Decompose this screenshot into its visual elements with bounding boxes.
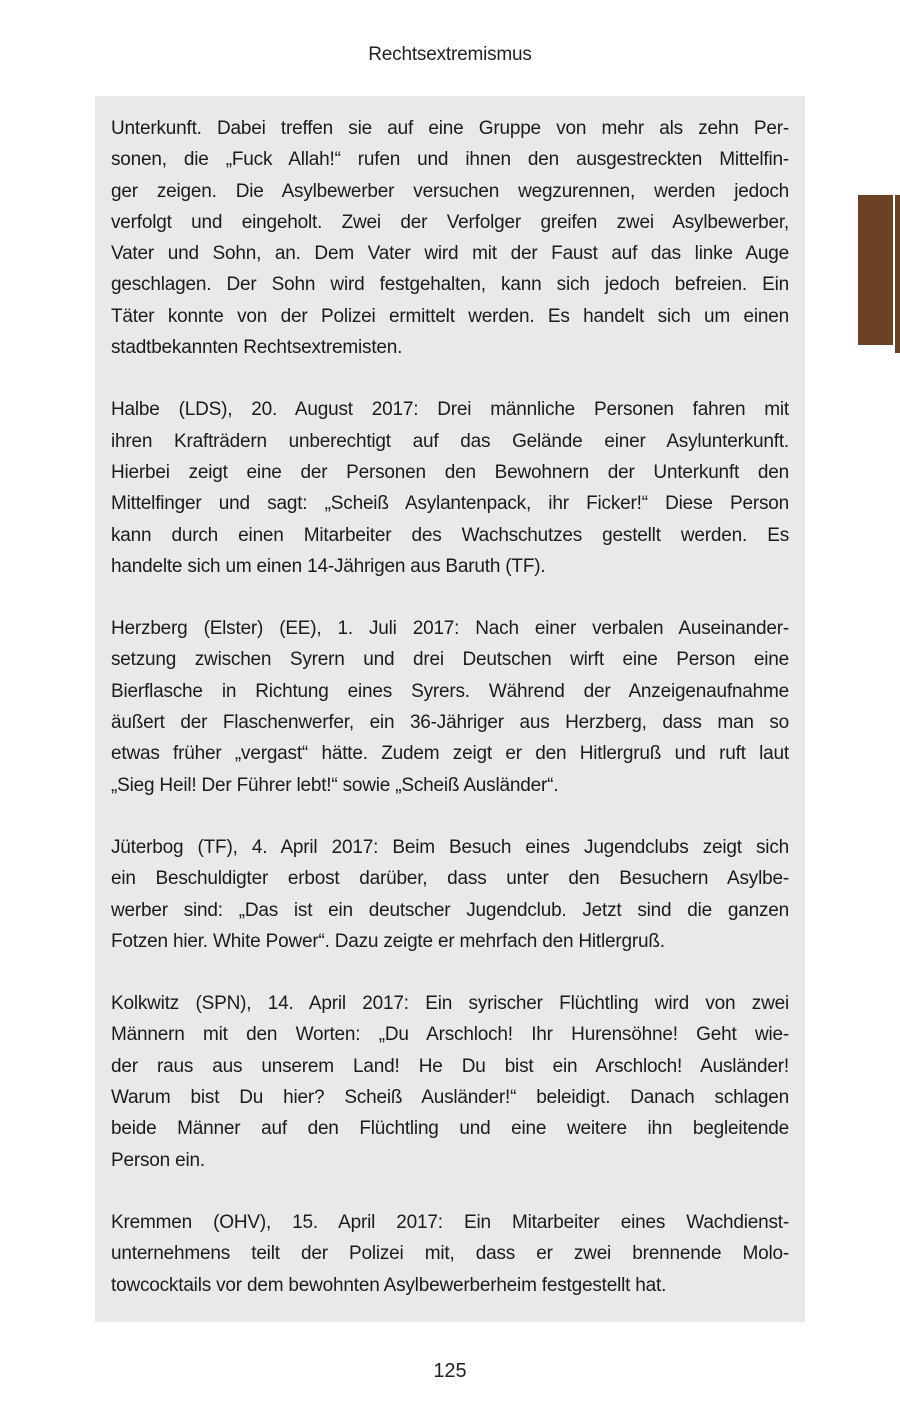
text-line: Männern mit den Worten: „Du Arschloch! Ihr Hurensöhne! Geht wie- [111,1024,789,1046]
text-line: beide Männer auf den Flüchtling und eine weitere ihn begleitende [111,1118,789,1140]
text-line: unternehmens teilt der Polizei mit, dass er zwei brennende Molo- [111,1243,789,1265]
text-line: Jüterbog (TF), 4. April 2017: Beim Besuch eines Jugendclubs zeigt sich [111,836,789,858]
text-line: Kremmen (OHV), 15. April 2017: Ein Mitarbeiter eines Wachdienst- [111,1211,789,1233]
text-line: der raus aus unserem Land! He Du bist ein Arschloch! Ausländer! [111,1055,789,1077]
page-edge-strip [895,195,900,353]
text-line: ein Beschuldigter erbost darüber, dass unter den Besuchern Asylbe- [111,868,789,890]
text-line: ihren Krafträdern unberechtigt auf das Gelände einer Asylunterkunft. [111,430,789,452]
text-line: Täter konnte von der Polizei ermittelt werden. Es handelt sich um einen [111,305,789,327]
text-line: Unterkunft. Dabei treffen sie auf eine Gruppe von mehr als zehn Per- [111,118,789,139]
text-line: towcocktails vor dem bewohnten Asylbewerberheim festgestellt hat. [111,1274,667,1296]
paragraph [111,394,789,582]
text-line: kann durch einen Mitarbeiter des Wachschutzes gestellt werden. Es [111,524,789,546]
paragraph [111,613,789,801]
text-line: etwas früher „vergast“ hätte. Zudem zeigt er den Hitlergruß und ruft laut [111,743,789,765]
text-line: sonen, die „Fuck Allah!“ rufen und ihnen den ausgestreckten Mittelfin- [111,149,789,171]
paragraph [111,988,789,1176]
text-line: „Sieg Heil! Der Führer lebt!“ sowie „Scheiß Ausländer“. [111,774,559,796]
chapter-tab [858,195,893,345]
text-line: setzung zwischen Syrern und drei Deutschen wirft eine Person eine [111,649,789,671]
text-line: Hierbei zeigt eine der Personen den Bewohnern der Unterkunft den [111,461,789,483]
text-line: äußert der Flaschenwerfer, ein 36-Jähriger aus Herzberg, dass man so [111,712,789,734]
text-line: Warum bist Du hier? Scheiß Ausländer!“ beleidigt. Danach schlagen [111,1087,789,1109]
text-line: Bierflasche in Richtung eines Syrers. Während der Anzeigenaufnahme [111,680,789,702]
text-line: ger zeigen. Die Asylbewerber versuchen wegzurennen, werden jedoch [111,180,789,202]
text-line: stadtbekannten Rechtsextremisten. [111,337,403,359]
text-line: Herzberg (Elster) (EE), 1. Juli 2017: Nach einer verbalen Auseinander- [111,618,789,640]
paragraph [111,1207,789,1301]
text-line: Person ein. [111,1149,205,1171]
page-header: Rechtsextremismus [368,44,532,65]
content-block [95,96,805,1322]
text-line: Mittelfinger und sagt: „Scheiß Asylantenpack, ihr Ficker!“ Diese Person [111,493,789,515]
text-line: Vater und Sohn, an. Dem Vater wird mit der Faust auf das linke Auge [111,243,789,265]
paragraph [111,113,789,363]
text-line: werber sind: „Das ist ein deutscher Jugendclub. Jetzt sind die ganzen [111,899,789,921]
text-line: Kolkwitz (SPN), 14. April 2017: Ein syrischer Flüchtling wird von zwei [111,993,789,1015]
text-line: handelte sich um einen 14-Jährigen aus Baruth (TF). [111,555,546,577]
page-number: 125 [433,1360,467,1382]
text-line: Fotzen hier. White Power“. Dazu zeigte er mehrfach den Hitlergruß. [111,930,665,952]
text-line: verfolgt und eingeholt. Zwei der Verfolger greifen zwei Asylbewerber, [111,211,789,233]
paragraph [111,832,789,957]
text-line: geschlagen. Der Sohn wird festgehalten, kann sich jedoch befreien. Ein [111,274,789,296]
text-line: Halbe (LDS), 20. August 2017: Drei männliche Personen fahren mit [111,399,789,421]
